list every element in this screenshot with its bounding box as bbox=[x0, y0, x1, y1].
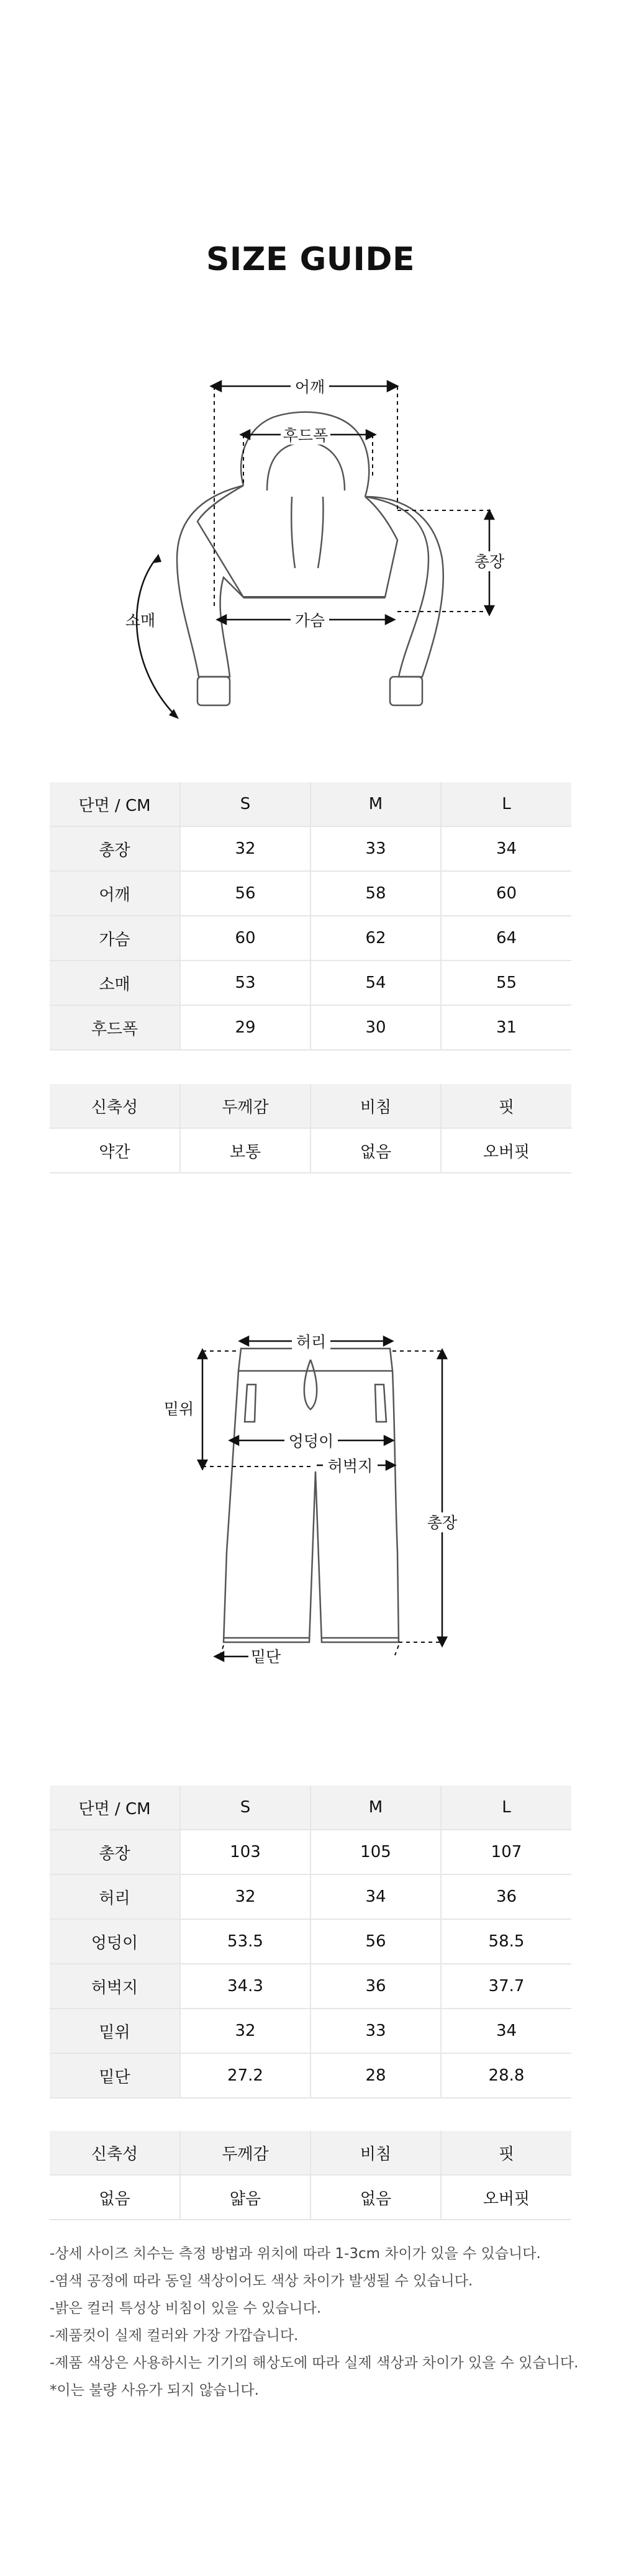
row-label: 허벅지 bbox=[50, 1964, 180, 2009]
row-label: 소매 bbox=[50, 960, 180, 1005]
table-cell: 60 bbox=[180, 916, 310, 960]
table-cell: 62 bbox=[310, 916, 441, 960]
hoodie-right-sleeve bbox=[365, 497, 443, 677]
table-header-cell: 비침 bbox=[310, 2131, 441, 2175]
table-header-cell: 신축성 bbox=[50, 2131, 180, 2175]
table-cell: 36 bbox=[441, 1874, 571, 1919]
table-row bbox=[50, 2175, 571, 2220]
table-row bbox=[50, 960, 571, 1005]
table-header-row bbox=[50, 782, 571, 826]
hoodie-sleeve-arrow bbox=[137, 556, 177, 717]
table-cell: 오버핏 bbox=[441, 1128, 571, 1173]
table-cell: 34 bbox=[310, 1874, 441, 1919]
table-cell: 약간 bbox=[50, 1128, 180, 1173]
table-header-cell: 두께감 bbox=[180, 1084, 310, 1128]
table-cell: 보통 bbox=[180, 1128, 310, 1173]
row-label: 총장 bbox=[50, 1830, 180, 1874]
table-cell: 30 bbox=[310, 1005, 441, 1050]
table-cell: 105 bbox=[310, 1830, 441, 1874]
row-label: 가슴 bbox=[50, 916, 180, 960]
table-header-cell: 두께감 bbox=[180, 2131, 310, 2175]
hoodie-hood-label: 후드폭 bbox=[283, 427, 329, 445]
hoodie-left-cuff bbox=[197, 677, 230, 705]
table-header-cell: M bbox=[310, 782, 441, 826]
table-cell: 37.7 bbox=[441, 1964, 571, 2009]
table-header-cell: 단면 / CM bbox=[50, 1786, 180, 1830]
row-label: 어깨 bbox=[50, 871, 180, 916]
note-line: -상세 사이즈 치수는 측정 방법과 위치에 따라 1-3cm 차이가 있을 수 있습니다. bbox=[50, 2246, 541, 2262]
row-label: 밑위 bbox=[50, 2009, 180, 2053]
table-header-cell: 핏 bbox=[441, 1084, 571, 1128]
hoodie-right-cuff bbox=[390, 677, 422, 705]
table-header-cell: S bbox=[180, 782, 310, 826]
table-cell: 27.2 bbox=[180, 2053, 310, 2098]
pants-drawstring bbox=[304, 1360, 317, 1409]
table-cell: 103 bbox=[180, 1830, 310, 1874]
table-row bbox=[50, 1005, 571, 1050]
table-row bbox=[50, 2009, 571, 2053]
table-header-cell: 핏 bbox=[441, 2131, 571, 2175]
table-row bbox=[50, 1964, 571, 2009]
table-cell: 28.8 bbox=[441, 2053, 571, 2098]
pants-right-pocket bbox=[375, 1385, 386, 1422]
table-row bbox=[50, 2053, 571, 2098]
table-cell: 53.5 bbox=[180, 1919, 310, 1964]
table-row bbox=[50, 916, 571, 960]
pants-length-label: 총장 bbox=[427, 1514, 458, 1532]
hoodie-sleeve-label: 소매 bbox=[125, 612, 156, 630]
pants-rise-label: 밑위 bbox=[163, 1400, 194, 1418]
table-cell: 32 bbox=[180, 2009, 310, 2053]
row-label: 총장 bbox=[50, 826, 180, 871]
table-cell: 오버핏 bbox=[441, 2175, 571, 2220]
table-cell: 없음 bbox=[310, 2175, 441, 2220]
table-row bbox=[50, 1874, 571, 1919]
table-cell: 56 bbox=[310, 1919, 441, 1964]
hoodie-hood-inner bbox=[267, 442, 345, 490]
table-cell: 60 bbox=[441, 871, 571, 916]
table-cell: 33 bbox=[310, 826, 441, 871]
table-header-cell: M bbox=[310, 1786, 441, 1830]
table-cell: 56 bbox=[180, 871, 310, 916]
table-cell: 얇음 bbox=[180, 2175, 310, 2220]
hoodie-features-table bbox=[50, 1084, 571, 1173]
note-line: -밝은 컬러 특성상 비침이 있을 수 있습니다. bbox=[50, 2300, 322, 2316]
table-row bbox=[50, 826, 571, 871]
table-cell: 53 bbox=[180, 960, 310, 1005]
table-row bbox=[50, 871, 571, 916]
hoodie-length-label: 총장 bbox=[474, 553, 505, 571]
table-cell: 없음 bbox=[310, 1128, 441, 1173]
pants-outline bbox=[224, 1371, 399, 1642]
notes-list bbox=[50, 2240, 584, 2404]
hoodie-drawstring-left bbox=[291, 497, 295, 568]
table-header-cell: 단면 / CM bbox=[50, 782, 180, 826]
page-title: SIZE GUIDE bbox=[206, 241, 415, 278]
hoodie-drawstring-right bbox=[318, 497, 324, 568]
table-cell: 54 bbox=[310, 960, 441, 1005]
table-header-row bbox=[50, 2131, 571, 2175]
table-cell: 64 bbox=[441, 916, 571, 960]
row-label: 밑단 bbox=[50, 2053, 180, 2098]
table-cell: 없음 bbox=[50, 2175, 180, 2220]
table-cell: 55 bbox=[441, 960, 571, 1005]
pants-features-table bbox=[50, 2131, 571, 2220]
pants-waistband bbox=[238, 1349, 392, 1371]
row-label: 엉덩이 bbox=[50, 1919, 180, 1964]
note-line: *이는 불량 사유가 되지 않습니다. bbox=[50, 2382, 259, 2398]
note-line: -제품컷이 실제 컬러와 가장 가깝습니다. bbox=[50, 2328, 299, 2344]
pants-size-table bbox=[50, 1786, 571, 2099]
table-header-row bbox=[50, 1084, 571, 1128]
hoodie-size-table bbox=[50, 782, 571, 1051]
table-cell: 34 bbox=[441, 2009, 571, 2053]
table-cell: 58.5 bbox=[441, 1919, 571, 1964]
pants-thigh-label: 허벅지 bbox=[327, 1457, 373, 1475]
hoodie-chest-label: 가슴 bbox=[294, 612, 325, 630]
table-header-cell: S bbox=[180, 1786, 310, 1830]
table-cell: 32 bbox=[180, 826, 310, 871]
table-row bbox=[50, 1830, 571, 1874]
note-line: -제품 색상은 사용하시는 기기의 해상도에 따라 실제 색상과 차이가 있을 수 있습니다. bbox=[50, 2355, 579, 2371]
note-line: -염색 공정에 따라 동일 색상이어도 색상 차이가 발생될 수 있습니다. bbox=[50, 2273, 473, 2289]
hoodie-shoulder-label: 어깨 bbox=[294, 378, 325, 396]
table-header-row bbox=[50, 1786, 571, 1830]
table-cell: 28 bbox=[310, 2053, 441, 2098]
table-header-cell: 비침 bbox=[310, 1084, 441, 1128]
pants-hip-label: 엉덩이 bbox=[288, 1432, 334, 1450]
pants-diagram bbox=[0, 1316, 621, 1714]
row-label: 후드폭 bbox=[50, 1005, 180, 1050]
table-header-cell: L bbox=[441, 1786, 571, 1830]
pants-hem-label: 밑단 bbox=[250, 1648, 281, 1666]
table-cell: 34 bbox=[441, 826, 571, 871]
row-label: 허리 bbox=[50, 1874, 180, 1919]
table-cell: 36 bbox=[310, 1964, 441, 2009]
hoodie-diagram bbox=[0, 348, 621, 745]
pants-left-pocket bbox=[245, 1385, 256, 1422]
table-cell: 31 bbox=[441, 1005, 571, 1050]
table-cell: 33 bbox=[310, 2009, 441, 2053]
table-cell: 29 bbox=[180, 1005, 310, 1050]
table-header-cell: 신축성 bbox=[50, 1084, 180, 1128]
table-cell: 58 bbox=[310, 871, 441, 916]
table-row bbox=[50, 1919, 571, 1964]
table-cell: 34.3 bbox=[180, 1964, 310, 2009]
table-cell: 32 bbox=[180, 1874, 310, 1919]
table-cell: 107 bbox=[441, 1830, 571, 1874]
table-header-cell: L bbox=[441, 782, 571, 826]
table-row bbox=[50, 1128, 571, 1173]
pants-waist-label: 허리 bbox=[296, 1333, 327, 1351]
